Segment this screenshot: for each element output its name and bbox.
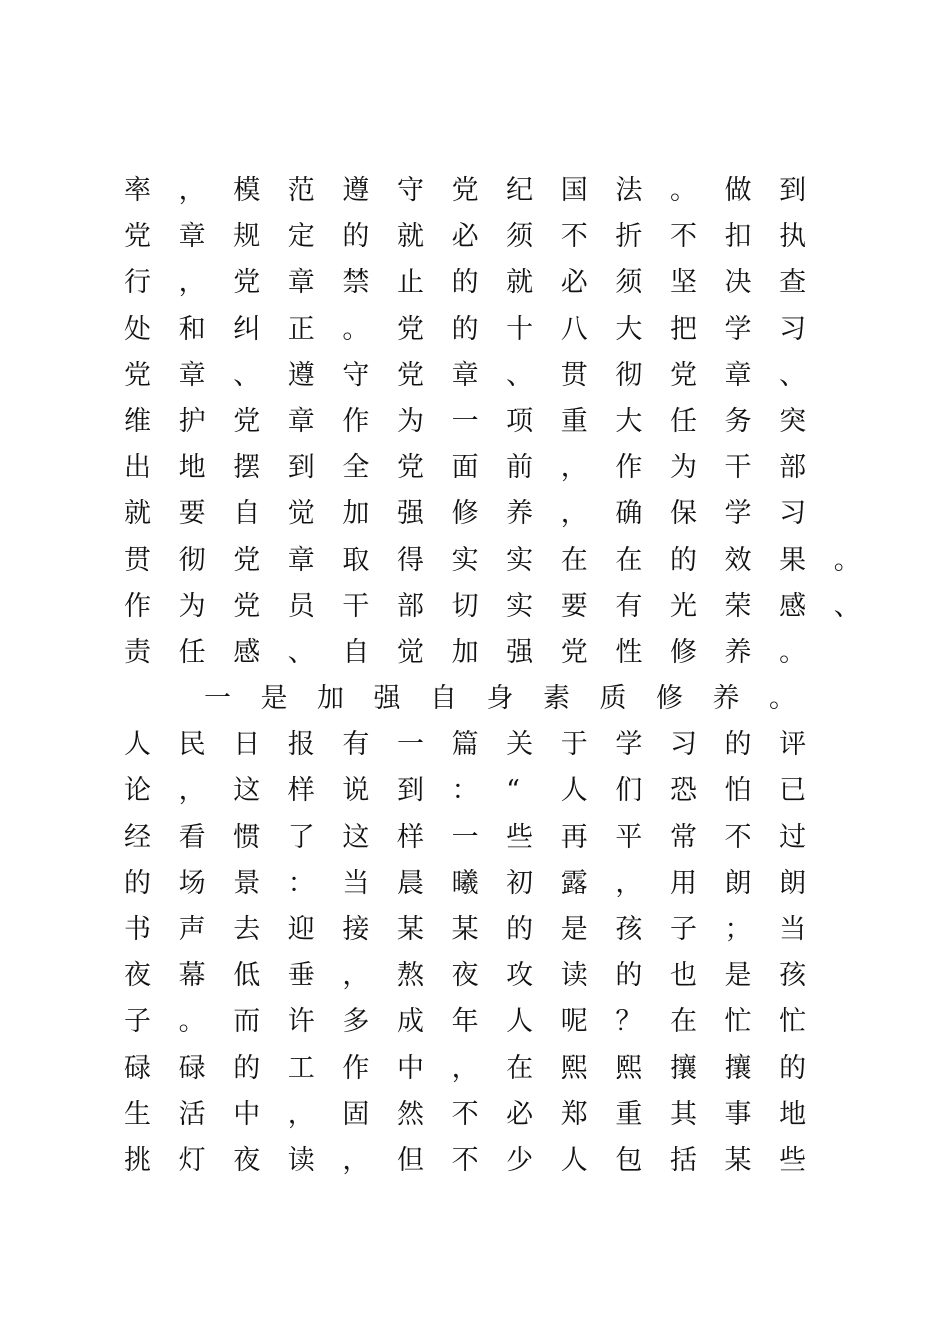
text-line: 行 ， 党 章 禁 止 的 就 必 须 坚 决 查	[124, 267, 807, 299]
text-line: 的 场 景 ： 当 晨 曦 初 露 ， 用 朗 朗	[124, 867, 807, 899]
text-line: 责 任 感 、 自 觉 加 强 党 性 修 养 。	[124, 636, 807, 668]
text-line: 子 。 而 许 多 成 年 人 呢 ？ 在 忙 忙	[124, 1006, 807, 1038]
text-line: 维 护 党 章 作 为 一 项 重 大 任 务 突	[124, 405, 807, 437]
text-line: 出 地 摆 到 全 党 面 前 ， 作 为 干 部	[124, 452, 807, 484]
text-line: 处 和 纠 正 。 党 的 十 八 大 把 学 习	[124, 313, 807, 345]
text-line: 人 民 日 报 有 一 篇 关 于 学 习 的 评	[124, 729, 807, 761]
text-line: 夜 幕 低 垂 ， 熬 夜 攻 读 的 也 是 孩	[124, 960, 807, 992]
text-line: 生 活 中 ， 固 然 不 必 郑 重 其 事 地	[124, 1098, 807, 1130]
text-line: 经 看 惯 了 这 样 一 些 再 平 常 不 过	[124, 821, 807, 853]
text-line: 党 章 规 定 的 就 必 须 不 折 不 扣 执	[124, 221, 807, 253]
body-text	[124, 168, 864, 1184]
text-line: 就 要 自 觉 加 强 修 养 ， 确 保 学 习	[124, 498, 807, 530]
text-line: 作 为 党 员 干 部 切 实 要 有 光 荣 感 、	[124, 590, 861, 622]
text-line: 碌 碌 的 工 作 中 ， 在 熙 熙 攘 攘 的	[124, 1052, 807, 1084]
text-line: 挑 灯 夜 读 ， 但 不 少 人 包 括 某 些	[124, 1144, 807, 1176]
paragraph-start-line: 一 是 加 强 自 身 素 质 修 养 。	[204, 683, 796, 715]
text-line: 率 ， 模 范 遵 守 党 纪 国 法 。 做 到	[124, 175, 807, 206]
text-line: 党 章 、 遵 守 党 章 、 贯 彻 党 章 、	[124, 359, 807, 391]
text-line: 贯 彻 党 章 取 得 实 实 在 在 的 效 果 。	[124, 544, 861, 576]
text-line: 书 声 去 迎 接 某 某 的 是 孩 子 ； 当	[124, 914, 807, 945]
text-line: 论 ， 这 样 说 到 ： “ 人 们 恐 怕 已	[124, 775, 807, 807]
